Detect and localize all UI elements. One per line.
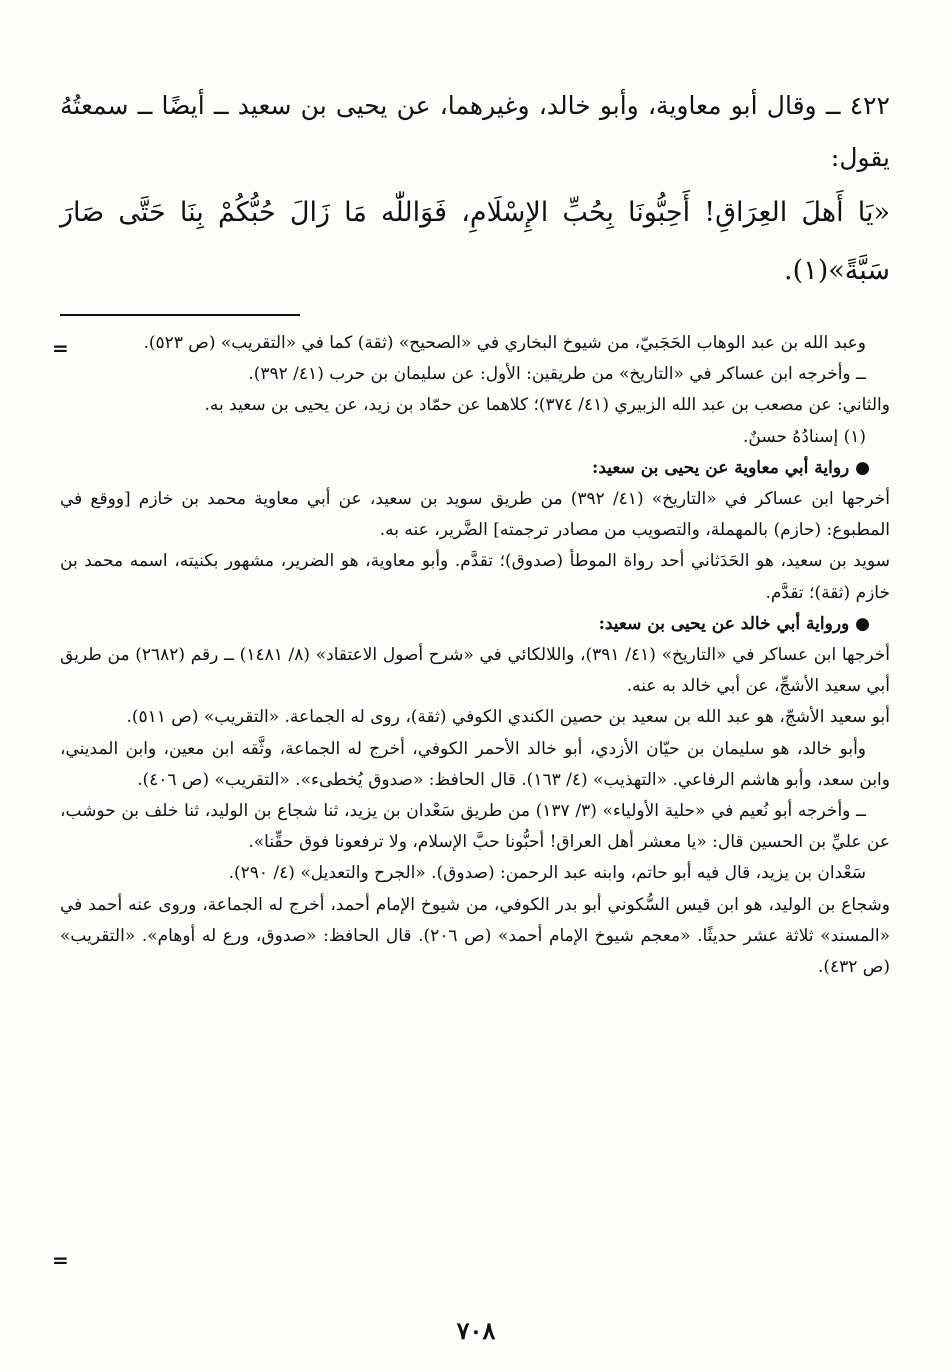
footnote-heading: ● ورواية أبي خالد عن يحيى بن سعيد:: [598, 613, 870, 634]
main-quote: «يَا أَهلَ العِرَاقِ! أَحِبُّونَا بِحُبِّ الإِسْلَامِ، فَوَاللّٰه مَا زَالَ حُبُّكُمْ بِنَا حَتَّى صَارَ سَبَّةً»(١).: [60, 197, 890, 286]
footnote-line: وشجاع بن الوليد، هو ابن قيس السُّكوني أبو بدر الكوفي، من شيوخ الإمام أحمد، أخرج له الجماعة، وروى عنه أحمد في «المسند» ثلاثة عشر حديثًا. «معجم شيوخ الإمام أحمد» (ص ٢٠٦). قال الحافظ: «صدوق، ورع له أوهام». «التقريب» (ص ٤٣٢).: [60, 894, 890, 978]
page-body: [60, 80, 890, 983]
footnote-heading: ● رواية أبي معاوية عن يحيى بن سعيد:: [592, 457, 870, 478]
main-text: [60, 80, 890, 300]
footnote-line: سويد بن سعيد، هو الحَدَثاني أحد رواة الموطأ (صدوق)؛ تقدَّم. وأبو معاوية، هو الضرير، مشهور بكنيته، اسمه محمد بن خازم (ثقة)؛ تقدَّم.: [60, 551, 890, 603]
page-number: ٧٠٨: [456, 1316, 496, 1345]
footnote-line: ــ وأخرجه ابن عساكر في «التاريخ» من طريقين: الأول: عن سليمان بن حرب (٤١/ ٣٩٢).: [248, 364, 866, 385]
continuation-mark-bottom: =: [52, 1248, 69, 1272]
footnotes: [60, 328, 890, 983]
footnote-separator: [60, 314, 300, 316]
footnote-line: (١) إسنادُهُ حسنٌ.: [743, 426, 866, 447]
footnote-line: وأبو خالد، هو سليمان بن حيّان الأزدي، أبو خالد الأحمر الكوفي، أخرج له الجماعة، وثَّقه ابن معين، وابن المديني، وابن سعد، وأبو هاشم الرفاعي. «التهذيب» (٤/ ١٦٣). قال الحافظ: «صدوق يُخطىء». «التقريب» (ص ٤٠٦).: [60, 738, 890, 790]
footnote-line: وعبد الله بن عبد الوهاب الحَجَبيّ، من شيوخ البخاري في «الصحيح» (ثقة) كما في «التقريب» (ص ٥٢٣).: [143, 333, 866, 353]
footnote-line: والثاني: عن مصعب بن عبد الله الزبيري (٤١/ ٣٧٤)؛ كلاهما عن حمّاد بن زيد، عن يحيى بن سعيد به.: [204, 395, 890, 416]
footnote-line: ــ وأخرجه أبو نُعيم في «حلية الأولياء» (٣/ ١٣٧) من طريق سَعْدان بن يزيد، ثنا شجاع بن الوليد، ثنا خلف بن حوشب، عن عليِّ بن الحسين قال: «يا معشر أهل العراق! أحبُّونا حبَّ الإسلام، ولا ترفعونا فوق حقِّنا».: [60, 801, 890, 853]
footnote-line: أبو سعيد الأشجّ، هو عبد الله بن سعيد بن حصين الكندي الكوفي (ثقة)، روى له الجماعة. «التقريب» (ص ٥١١).: [126, 707, 890, 728]
main-paragraph: ٤٢٢ ــ وقال أبو معاوية، وأبو خالد، وغيرهما، عن يحيى بن سعيد ــ أيضًا ــ سمعتُهُ يقول:: [60, 91, 890, 172]
continuation-mark-top: =: [52, 336, 69, 360]
footnote-line: أخرجها ابن عساكر في «التاريخ» (٤١/ ٣٩٢) من طريق سويد بن سعيد، عن أبي معاوية محمد بن خازم [ووقع في المطبوع: (حازم) بالمهملة، والتصويب من مصادر ترجمته] الضَّرير، عنه به.: [60, 489, 890, 541]
footnote-line: أخرجها ابن عساكر في «التاريخ» (٤١/ ٣٩١)، واللالكائي في «شرح أصول الاعتقاد» (٨/ ١٤٨١) ــ رقم (٢٦٨٢) من طريق أبي سعيد الأشجِّ، عن أبي خالد به عنه.: [60, 645, 891, 697]
footnote-line: سَعْدان بن يزيد، قال فيه أبو حاتم، وابنه عبد الرحمن: (صدوق). «الجرح والتعديل» (٤/ ٢٩٠).: [228, 863, 866, 884]
